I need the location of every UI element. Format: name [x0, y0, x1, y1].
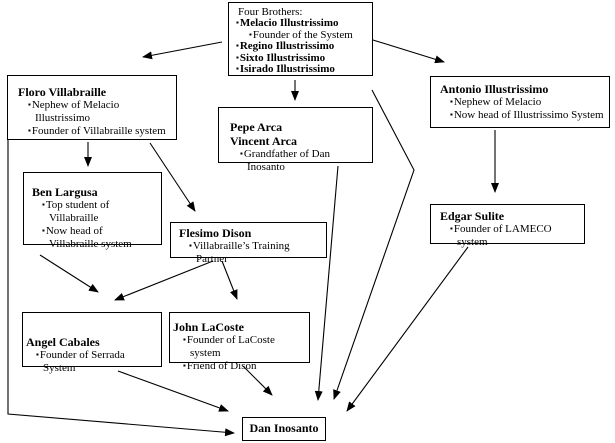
arrow-angelcabales-to-daninosanto [118, 371, 228, 411]
node-title: Antonio Illustrissimo [440, 82, 549, 96]
list-item: ▪ Now head of Villabraille system [32, 225, 145, 251]
node-title: Pepe Arca [230, 120, 283, 134]
list-item: ▪ Founder of LaCoste system [173, 334, 307, 360]
arrow-edgarsulite-to-daninosanto [347, 247, 468, 411]
node-title: Flesimo Dison [179, 226, 252, 240]
node-title: Floro Villabraille [18, 85, 107, 99]
list-item: ▪ Now head of Illustrissimo System [440, 109, 607, 122]
list-item: ▪ Founder of LAMECO system [440, 223, 582, 249]
arrow-fourbrothers-to-antonio [373, 40, 444, 62]
list-item: ▪ Nephew of Melacio [440, 96, 607, 109]
arrow-dison-to-angelcabales [115, 261, 213, 300]
arrow-benlargusa-to-angelcabales [40, 255, 98, 292]
node-ben-largusa [23, 172, 162, 250]
node-title: Edgar Sulite [440, 209, 505, 223]
node-title: Ben Largusa [32, 185, 98, 199]
list-item: ▪ Nephew of Melacio Illustrissimo [18, 99, 174, 125]
four-brothers-header: Four Brothers: [238, 6, 303, 18]
list-subitem: ▪ Founder of the System [234, 30, 370, 42]
list-item: ▪ Melacio Illustrissimo [234, 18, 370, 30]
list-item: ▪ Regino Illustrissimo [234, 41, 370, 53]
node-pepe-vincent-arca [218, 107, 373, 173]
list-item: ▪ Grandfather of Dan Inosanto [230, 148, 370, 174]
node-title: Vincent Arca [230, 134, 297, 148]
node-title: Angel Cabales [26, 335, 100, 349]
node-antonio-illustrissimo [430, 76, 610, 128]
list-item: ▪ Founder of Villabraille system [18, 125, 174, 138]
list-item: ▪ Top student of Villabraille [32, 199, 145, 225]
arrow-fourbrothers-to-floro [143, 42, 222, 57]
node-four-brothers [228, 2, 373, 76]
list-item: ▪ Villabraille’s Training Partner [179, 240, 324, 266]
list-item: ▪ Founder of Serrada System [26, 349, 159, 375]
node-title: Dan Inosanto [249, 421, 319, 435]
arrow-dison-to-johnlacoste [222, 261, 237, 299]
list-item: ▪ Isirado Illustrissimo [234, 64, 370, 76]
node-floro-villabraille [7, 75, 177, 140]
list-item: ▪ Sixto Illustrissimo [234, 53, 370, 65]
node-dan-inosanto [242, 417, 326, 441]
node-angel-cabales [22, 312, 162, 374]
arrow-pepearca-to-daninosanto [318, 166, 338, 400]
node-edgar-sulite [430, 204, 585, 248]
node-flesimo-dison [170, 222, 327, 265]
list-item: ▪ Friend of Dison [173, 360, 307, 373]
node-john-lacoste [169, 312, 310, 372]
node-title: John LaCoste [173, 320, 245, 334]
